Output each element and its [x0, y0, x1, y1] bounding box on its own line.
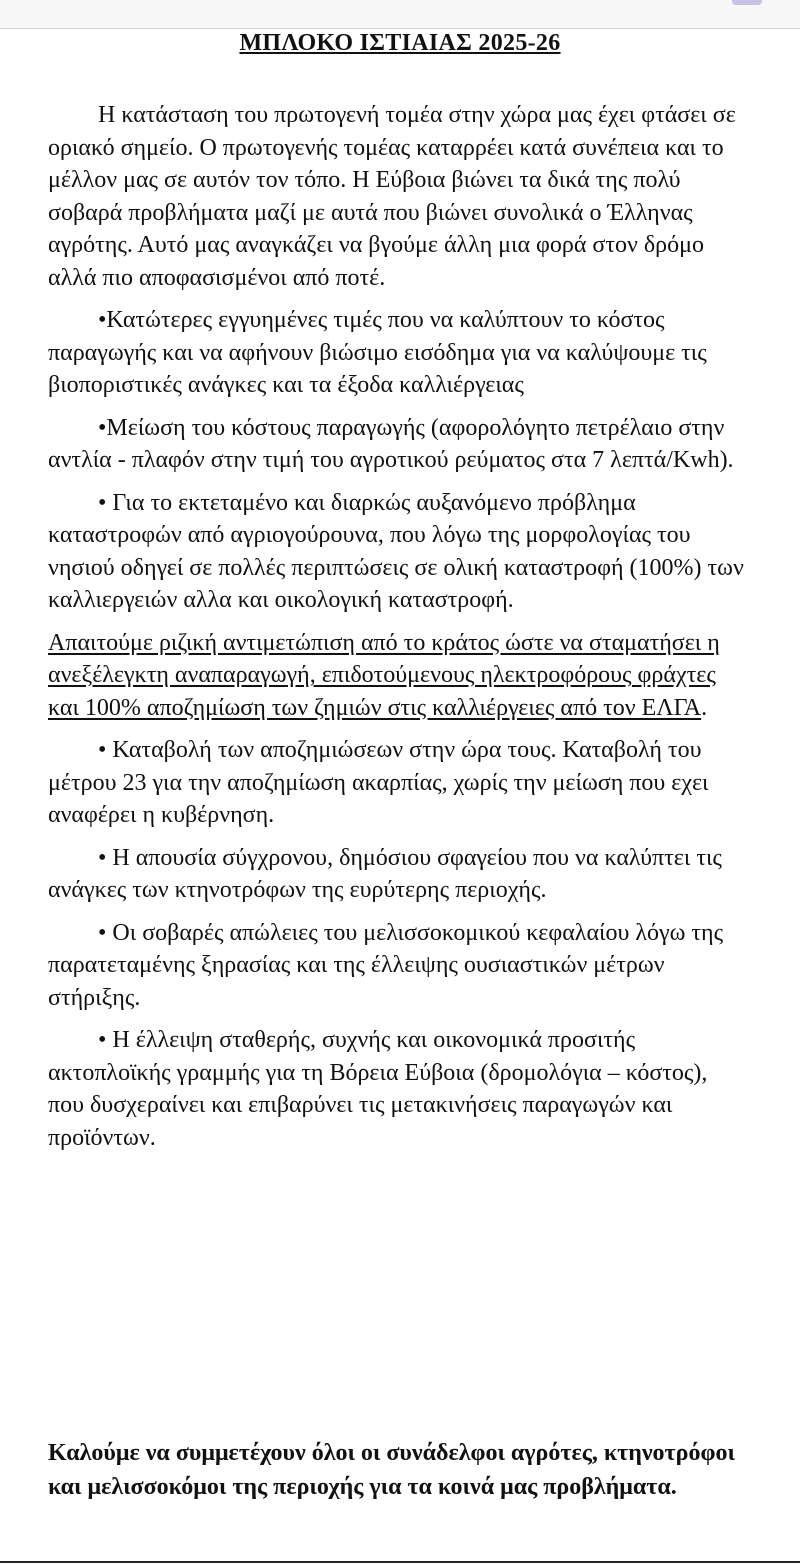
point-slaughterhouse: • Η απουσία σύγχρονου, δημόσιου σφαγείου που να καλύπτει τις ανάγκες των κτηνοτρόφων της ευρύτερης περιοχής.: [48, 844, 722, 903]
document-body: [48, 99, 748, 1164]
point-compensation: • Καταβολή των αποζημιώσεων στην ώρα τους. Καταβολή του μέτρου 23 για την αποζημίωση ακαρπίας, χωρίς την μείωση που εχει αναφέρει η κυβέρνηση.: [48, 737, 709, 828]
document-page: [0, 29, 800, 1565]
viewer-top-bar: [0, 0, 800, 29]
closing-call: Καλούμε να συμμετέχουν όλοι οι συνάδελφοι αγρότες, κτηνοτρόφοι και μελισσοκόμοι της περιοχής για τα κοινά μας προβλήματα.: [48, 1440, 735, 1500]
point-wild-boars: • Για το εκτεταμένο και διαρκώς αυξανόμενο πρόβλημα καταστροφών από αγριογούρουνα, που λόγω της μορφολογίας του νησιού οδηγεί σε πολλές περιπτώσεις σε ολική καταστροφή (100%) των καλλιεργειών αλλα και οικολογική καταστροφή.: [48, 489, 744, 613]
scroll-tab-handle[interactable]: [732, 0, 762, 5]
point-guaranteed-prices: •Κατώτερες εγγυημένες τιμές που να καλύπτουν το κόστος παραγωγής και να αφήνουν βιώσιμο εισόδημα για να καλύψουμε τις βιοποριστικές ανάγκες και τα έξοδα καλλιέργειας: [48, 307, 707, 398]
demand-underlined-text: Απαιτούμε ριζική αντιμετώπιση από το κράτος ώστε να σταματήσει η ανεξέλεγκτη αναπαραγωγή, επιδοτούμενους ηλεκτροφόρους φράχτες και 100% αποζημίωση των ζημιών στις καλλιέργειες από τον ΕΛΓΑ: [48, 629, 720, 721]
document-title: ΜΠΛΟΚΟ ΙΣΤΙΑΙΑΣ 2025-26: [239, 30, 561, 56]
point-beekeeping: • Οι σοβαρές απώλειες του μελισσοκομικού κεφαλαίου λόγω της παρατεταμένης ξηρασίας και της έλλειψης ουσιαστικών μέτρων στήριξης.: [48, 919, 724, 1011]
demand-period: .: [701, 694, 708, 721]
bottom-divider: [0, 1561, 800, 1563]
point-production-cost: •Μείωση του κόστους παραγωγής (αφορολόγητο πετρέλαιο στην αντλία - πλαφόν στην τιμή του αγροτικού ρεύματος στα 7 λεπτά/Kwh).: [48, 414, 734, 473]
demand-paragraph: [48, 627, 748, 725]
point-ferry-line: • Η έλλειψη σταθερής, συχνής και οικονομικά προσιτής ακτοπλοϊκής γραμμής για τη Βόρεια Εύβοια (δρομολόγια – κόστος), που δυσχεραίνει και επιβαρύνει τις μετακινήσεις παραγωγών και προϊόντων.: [48, 1027, 708, 1151]
intro-paragraph: Η κατάσταση του πρωτογενή τομέα στην χώρα μας έχει φτάσει σε οριακό σημείο. Ο πρωτογενής τομέας καταρρέει κατά συνέπεια και το μέλλον μας σε αυτόν τον τόπο. Η Εύβοια βιώνει τα δικά της πολύ σοβαρά προβλήματα μαζί με αυτά που βιώνει συνολικά ο Έλληνας αγρότης. Αυτό μας αναγκάζει να βγούμε άλλη μια φορά στον δρόμο αλλά πιο αποφασισμένοι από ποτέ.: [48, 102, 736, 291]
